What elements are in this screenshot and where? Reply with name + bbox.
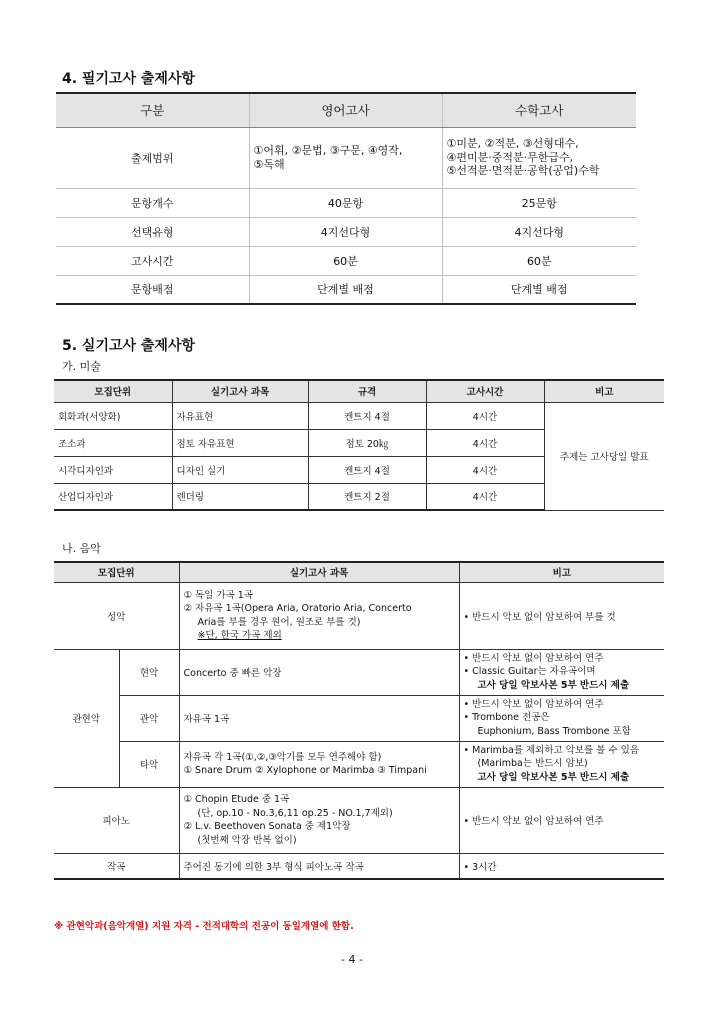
subject-cell: 자유표현 bbox=[172, 402, 308, 429]
composition-subject: 주어진 동기에 의한 3부 형식 피아노곡 작곡 bbox=[179, 853, 459, 879]
percussion-subject bbox=[179, 741, 459, 787]
strings-note bbox=[459, 649, 664, 695]
math-value: 60분 bbox=[442, 246, 636, 275]
spec-cell: 켄트지 2절 bbox=[308, 483, 426, 510]
unit-cell: 시각디자인과 bbox=[54, 456, 172, 483]
time-cell: 4시간 bbox=[426, 483, 544, 510]
footnote: ※ 관현악과(음악계열) 지원 자격 - 전적대학의 전공이 동일계열에 한함. bbox=[54, 921, 354, 932]
composition-note: • 3시간 bbox=[459, 853, 664, 879]
row-label: 고사시간 bbox=[56, 246, 249, 275]
note-line: • Marimba를 제외하고 악보를 볼 수 있음 bbox=[463, 744, 640, 756]
row-label: 선택유형 bbox=[56, 217, 249, 246]
spec-cell: 켄트지 4절 bbox=[308, 402, 426, 429]
vocal-subject bbox=[179, 582, 459, 649]
subject-exception-line: ※단, 한국 가곡 제외 bbox=[197, 630, 282, 641]
unit-composition: 작곡 bbox=[54, 853, 179, 879]
math-scope-line: ④편미분·중적분·무한급수, bbox=[446, 150, 574, 164]
table-row bbox=[54, 402, 664, 429]
math-scope bbox=[442, 127, 636, 188]
section5-title: 5. 실기고사 출제사항 bbox=[62, 338, 195, 354]
english-value: 40문항 bbox=[249, 188, 442, 217]
note-line: 고사 당일 악보사본 5부 반드시 제출 bbox=[477, 771, 630, 783]
col-header-english: 영어고사 bbox=[249, 93, 442, 127]
subject-cell: 디자인 실기 bbox=[172, 456, 308, 483]
subject-line: (첫번째 악장 반복 없이) bbox=[197, 834, 297, 846]
col-header-subject: 실기고사 과목 bbox=[172, 380, 308, 402]
spec-cell: 켄트지 4절 bbox=[308, 456, 426, 483]
unit-piano: 피아노 bbox=[54, 787, 179, 853]
unit-vocal: 성악 bbox=[54, 582, 179, 649]
unit-cell: 회화과(서양화) bbox=[54, 402, 172, 429]
sub-unit-percussion: 타악 bbox=[119, 741, 179, 787]
subject-cell: 점토 자유표현 bbox=[172, 429, 308, 456]
time-cell: 4시간 bbox=[426, 456, 544, 483]
english-value: 단계별 배점 bbox=[249, 275, 442, 304]
table-row bbox=[56, 127, 636, 188]
math-value: 4지선다형 bbox=[442, 217, 636, 246]
row-label: 문항개수 bbox=[56, 188, 249, 217]
table-row bbox=[54, 649, 664, 695]
art-exam-table bbox=[54, 379, 664, 511]
unit-orchestra: 관현악 bbox=[54, 649, 119, 787]
subject-line: (단, op.10 - No.3,6,11 op.25 - NO.1,7제외) bbox=[197, 807, 393, 819]
art-note-cell: 주제는 고사당일 발표 bbox=[544, 402, 664, 510]
subject-line: ① Chopin Etude 중 1곡 bbox=[183, 794, 290, 805]
music-subtitle: 나. 음악 bbox=[62, 542, 101, 555]
page-number: - 4 - bbox=[341, 953, 363, 966]
table-row bbox=[54, 582, 664, 649]
music-exam-table bbox=[54, 561, 664, 880]
english-scope-line: ⑤독해 bbox=[253, 157, 285, 171]
unit-cell: 산업디자인과 bbox=[54, 483, 172, 510]
note-line: • 반드시 악보 없이 암보하여 연주 bbox=[463, 698, 604, 710]
col-header-spec: 규격 bbox=[308, 380, 426, 402]
note-line: 고사 당일 악보사본 5부 반드시 제출 bbox=[477, 679, 630, 691]
subject-cell: 렌더링 bbox=[172, 483, 308, 510]
note-line: • Trombone 전공은 bbox=[463, 712, 550, 724]
english-scope-line: ①어휘, ②문법, ③구문, ④영작, bbox=[253, 144, 403, 157]
sub-unit-winds: 관악 bbox=[119, 695, 179, 741]
table-row bbox=[54, 787, 664, 853]
table-row bbox=[56, 275, 636, 304]
table-row bbox=[56, 246, 636, 275]
col-header-subject: 실기고사 과목 bbox=[179, 562, 459, 582]
strings-subject: Concerto 중 빠른 악장 bbox=[179, 649, 459, 695]
section4-title: 4. 필기고사 출제사항 bbox=[62, 71, 195, 87]
table-row bbox=[54, 853, 664, 879]
subject-line: ① 독일 가곡 1곡 bbox=[183, 589, 254, 601]
math-scope-line: ⑤선적분·면적분·공학(공업)수학 bbox=[446, 164, 600, 178]
percussion-note bbox=[459, 741, 664, 787]
subject-line: Aria를 부를 경우 원어, 원조로 부를 것) bbox=[197, 616, 361, 628]
col-header-note: 비고 bbox=[459, 562, 664, 582]
written-exam-table bbox=[56, 92, 636, 305]
english-value: 60분 bbox=[249, 246, 442, 275]
math-scope-line: ①미분, ②적분, ③선형대수, bbox=[446, 137, 579, 151]
col-header-unit: 모집단위 bbox=[54, 562, 179, 582]
math-value: 단계별 배점 bbox=[442, 275, 636, 304]
math-value: 25문항 bbox=[442, 188, 636, 217]
note-line: Euphonium, Bass Trombone 포함 bbox=[477, 725, 631, 737]
winds-note bbox=[459, 695, 664, 741]
art-subtitle: 가. 미술 bbox=[62, 360, 101, 373]
subject-line: ② 자유곡 1곡(Opera Aria, Oratorio Aria, Concerto bbox=[183, 603, 412, 614]
vocal-note: • 반드시 악보 없이 암보하여 부를 것 bbox=[459, 582, 664, 649]
piano-note: • 반드시 악보 없이 암보하여 연주 bbox=[459, 787, 664, 853]
note-line: • 반드시 악보 없이 암보하여 연주 bbox=[463, 652, 604, 664]
english-scope bbox=[249, 127, 442, 188]
table-row bbox=[54, 741, 664, 787]
time-cell: 4시간 bbox=[426, 402, 544, 429]
time-cell: 4시간 bbox=[426, 429, 544, 456]
table-row bbox=[56, 217, 636, 246]
note-line: • Classic Guitar는 자유곡이며 bbox=[463, 666, 596, 678]
col-header-category: 구분 bbox=[56, 93, 249, 127]
winds-subject: 자유곡 1곡 bbox=[179, 695, 459, 741]
col-header-unit: 모집단위 bbox=[54, 380, 172, 402]
piano-subject bbox=[179, 787, 459, 853]
table-row bbox=[56, 188, 636, 217]
subject-line: 자유곡 각 1곡(①,②,③악기를 모두 연주해야 함) bbox=[183, 751, 382, 763]
unit-cell: 조소과 bbox=[54, 429, 172, 456]
english-value: 4지선다형 bbox=[249, 217, 442, 246]
spec-cell: 점토 20㎏ bbox=[308, 429, 426, 456]
subject-line: ① Snare Drum ② Xylophone or Marimba ③ Timpani bbox=[183, 765, 427, 776]
col-header-time: 고사시간 bbox=[426, 380, 544, 402]
sub-unit-strings: 현악 bbox=[119, 649, 179, 695]
col-header-math: 수학고사 bbox=[442, 93, 636, 127]
row-label: 문항배점 bbox=[56, 275, 249, 304]
row-label-scope: 출제범위 bbox=[56, 127, 249, 188]
table-row bbox=[54, 695, 664, 741]
note-line: (Marimba는 반드시 암보) bbox=[477, 758, 588, 770]
col-header-note: 비고 bbox=[544, 380, 664, 402]
subject-line: ② L.v. Beethoven Sonata 중 제1악장 bbox=[183, 821, 351, 832]
